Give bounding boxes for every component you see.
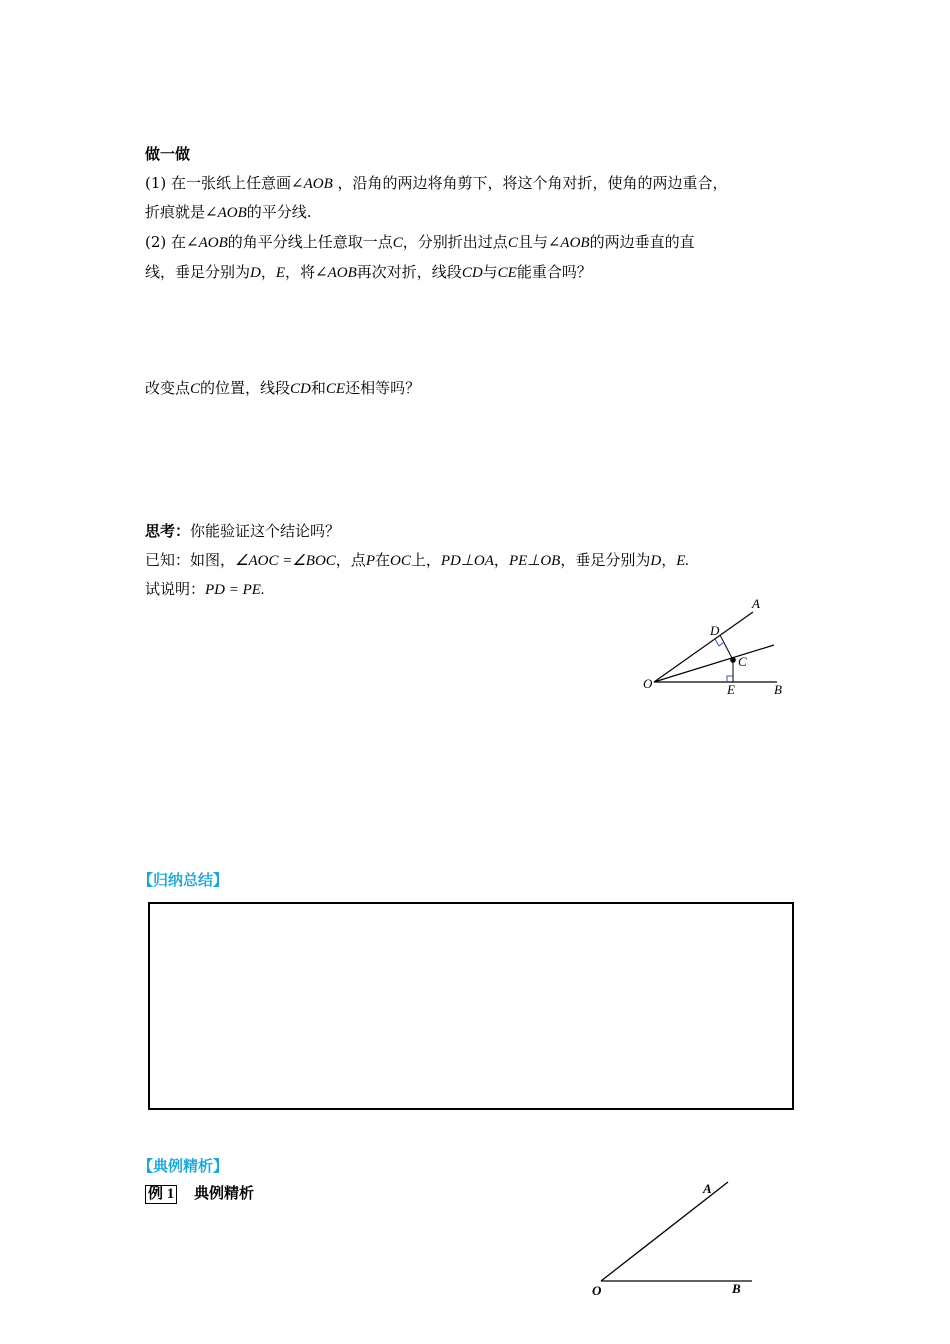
activity-change-question: 改变点C的位置，线段CD和CE还相等吗？	[145, 379, 421, 397]
activity-step2-line2: 线，垂足分别为D，E，将∠AOB再次对折，线段CD与CE能重合吗？	[145, 263, 592, 281]
examples-title: 【典例精析】	[138, 1157, 229, 1175]
summary-title: 【归纳总结】	[138, 871, 229, 889]
think-question: 思考：你能验证这个结论吗？	[145, 522, 341, 540]
example-label: 例 1	[145, 1185, 177, 1204]
label-d: D	[710, 623, 720, 638]
ray-oa	[601, 1182, 728, 1281]
angle-bisector-figure	[640, 590, 800, 705]
think-prove: 试说明：PD = PE.	[145, 580, 265, 598]
label-o: O	[643, 676, 653, 691]
activity-step2-line1: (2) 在∠AOB的角平分线上任意取一点C，分别折出过点C且与∠AOB的两边垂直的直	[145, 233, 695, 251]
ray-oa	[654, 612, 753, 682]
label-a: A	[752, 596, 760, 611]
ray-oc	[654, 645, 774, 682]
activity-step1-line1: (1) 在一张纸上任意画∠AOB ，沿角的两边将角剪下，将这个角对折，使角的两边重合，	[145, 174, 728, 192]
angle-aob-figure	[585, 1175, 765, 1300]
label-a: A	[703, 1181, 712, 1196]
summary-box[interactable]	[148, 902, 794, 1110]
activity-step1-line2: 折痕就是∠AOB的平分线.	[145, 203, 312, 221]
example-1-heading	[145, 1183, 254, 1204]
label-c: C	[738, 654, 747, 669]
label-o: O	[592, 1283, 602, 1298]
example-title: 典例精析	[194, 1184, 255, 1202]
segment-cd	[720, 635, 733, 660]
label-e: E	[727, 682, 735, 697]
think-given: 已知：如图，∠AOC =∠BOC，点P在OC上，PD⊥OA，PE⊥OB，垂足分别为D，E.	[145, 551, 690, 569]
point-c	[730, 657, 736, 663]
label-b: B	[732, 1281, 741, 1296]
activity-title: 做一做	[145, 145, 191, 163]
label-b: B	[774, 682, 782, 697]
